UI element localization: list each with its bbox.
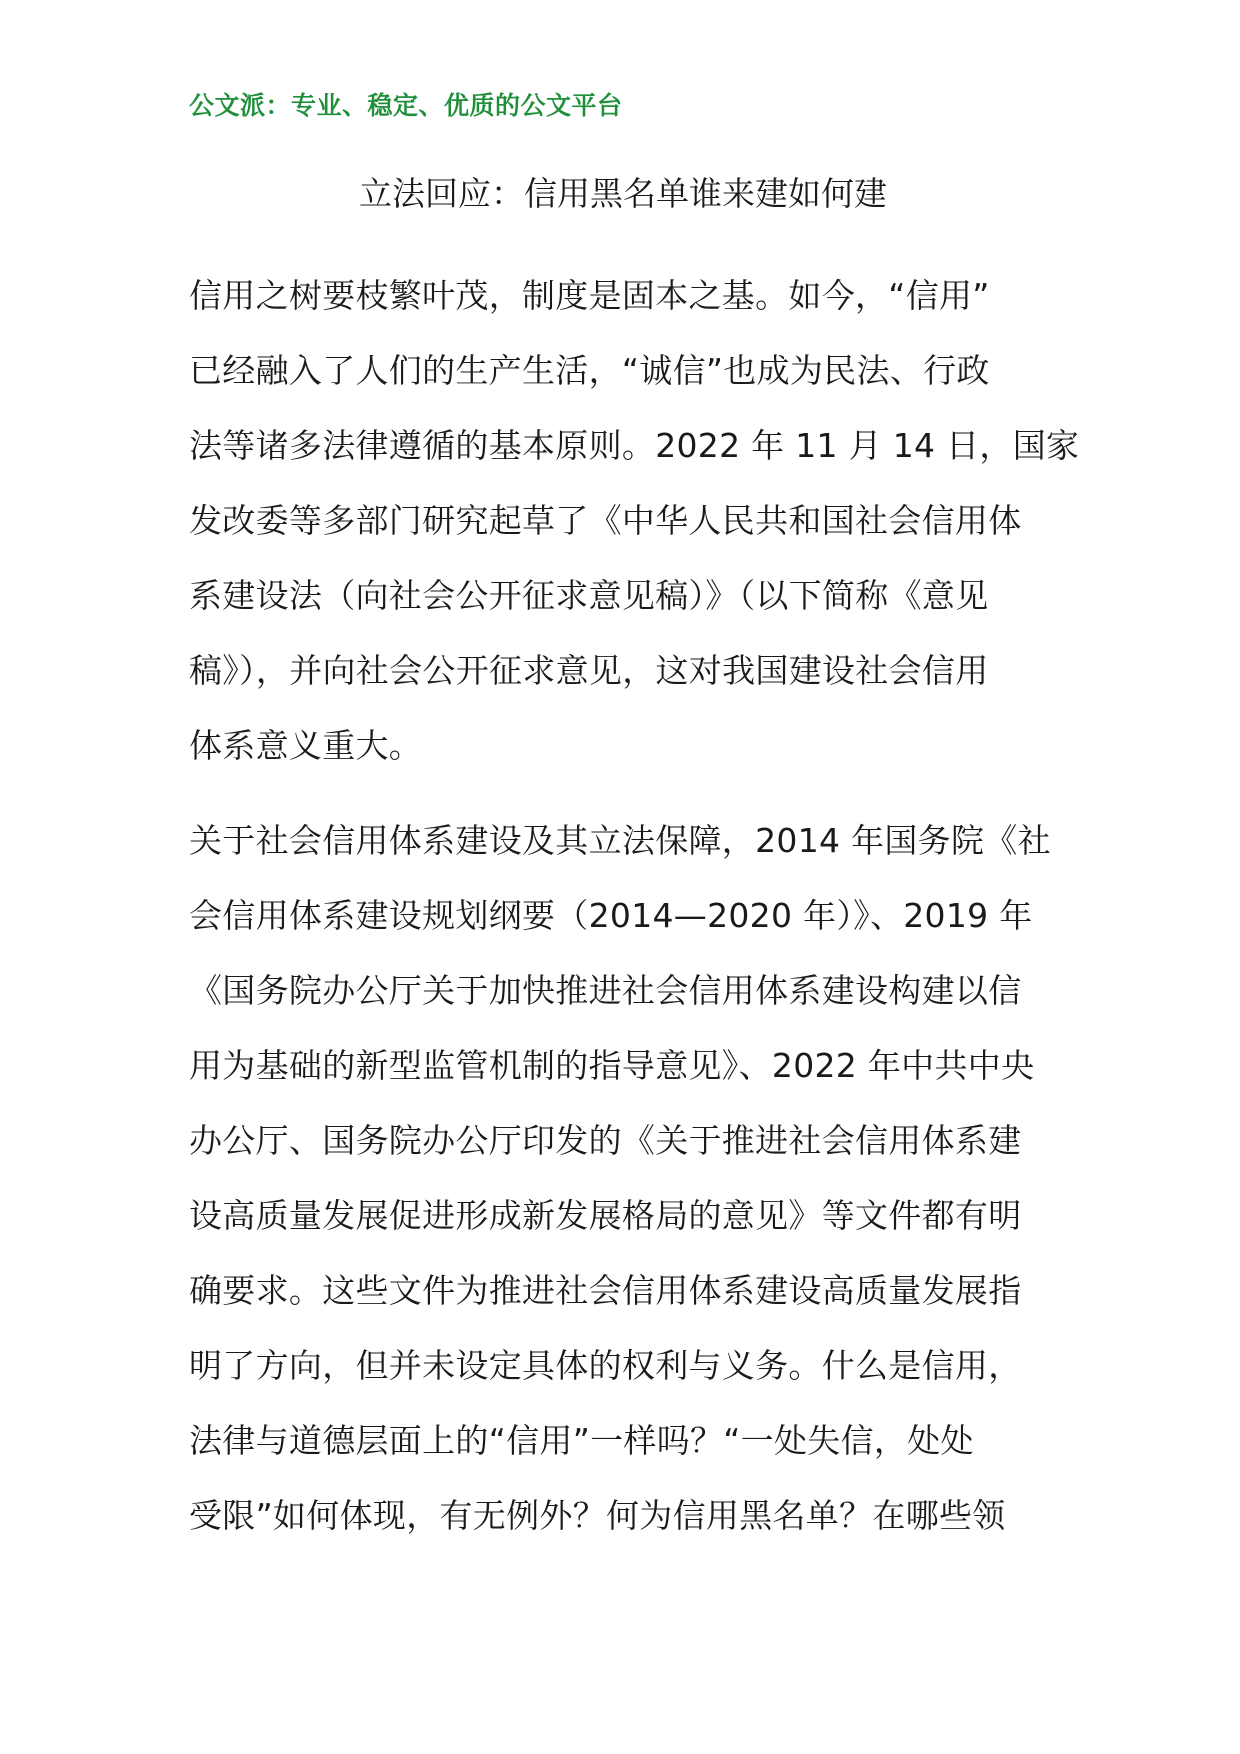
paragraph-1 xyxy=(189,258,1080,783)
paragraph-2 xyxy=(189,803,1069,1553)
text-line: 受限”如何体现，有无例外？何为信用黑名单？在哪些领 xyxy=(189,1496,1006,1535)
text-line: 确要求。这些文件为推进社会信用体系建设高质量发展指 xyxy=(189,1271,1022,1310)
text-line: 《国务院办公厅关于加快推进社会信用体系建设构建以信 xyxy=(189,971,1022,1010)
text-line: 法律与道德层面上的“信用”一样吗？“一处失信，处处 xyxy=(189,1421,974,1460)
text-line: 信用之树要枝繁叶茂，制度是固本之基。如今，“信用” xyxy=(189,276,990,315)
text-line: 用为基础的新型监管机制的指导意见》、2022 年中共中央 xyxy=(189,1046,1035,1085)
header-brand: 公文派：专业、稳定、优质的公文平台 xyxy=(189,91,623,120)
text-line: 明了方向，但并未设定具体的权利与义务。什么是信用， xyxy=(189,1346,1022,1385)
text-line: 办公厅、国务院办公厅印发的《关于推进社会信用体系建 xyxy=(189,1121,1022,1160)
text-line: 体系意义重大。 xyxy=(189,726,423,765)
document-title: 立法回应：信用黑名单谁来建如何建 xyxy=(359,174,887,213)
text-line: 系建设法（向社会公开征求意见稿）》（以下简称《意见 xyxy=(189,576,989,615)
text-line: 已经融入了人们的生产生活，“诚信”也成为民法、行政 xyxy=(189,351,990,390)
text-line: 法等诸多法律遵循的基本原则。2022 年 11 月 14 日，国家 xyxy=(189,426,1080,465)
text-line: 关于社会信用体系建设及其立法保障，2014 年国务院《社 xyxy=(189,821,1051,860)
text-line: 设高质量发展促进形成新发展格局的意见》等文件都有明 xyxy=(189,1196,1022,1235)
text-line: 发改委等多部门研究起草了《中华人民共和国社会信用体 xyxy=(189,501,1022,540)
text-line: 稿》），并向社会公开征求意见，这对我国建设社会信用 xyxy=(189,651,989,690)
document-body xyxy=(189,258,1080,1553)
text-line: 会信用体系建设规划纲要（2014—2020 年）》、2019 年 xyxy=(189,896,1033,935)
